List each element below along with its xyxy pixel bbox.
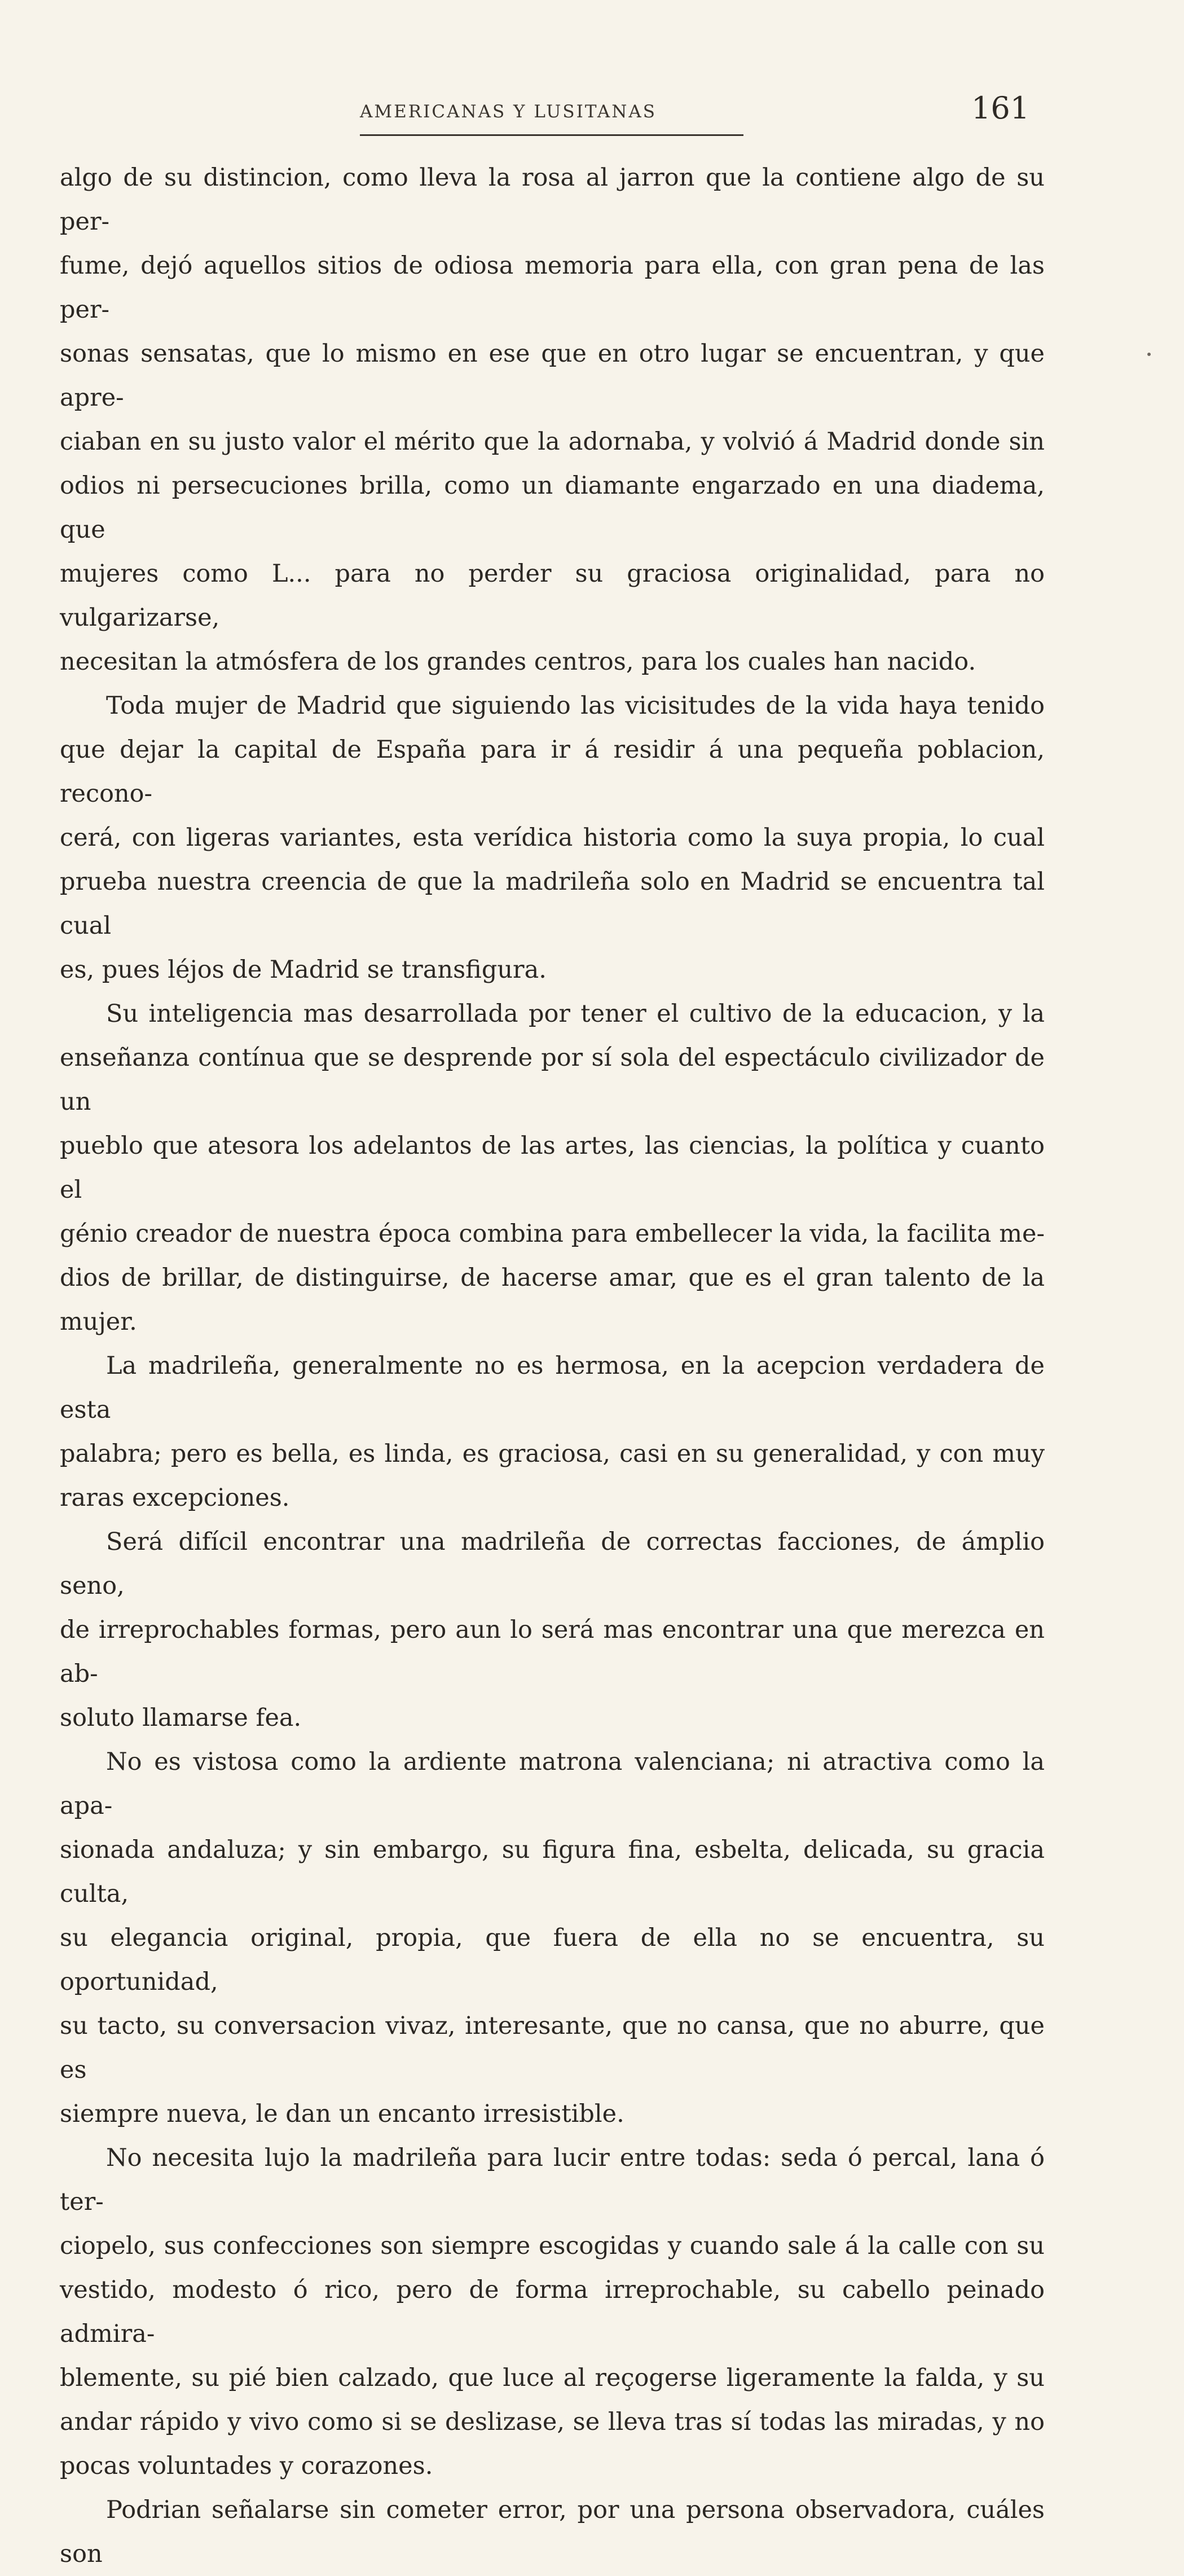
paragraph bbox=[60, 156, 1045, 684]
text-line: blemente, su pié bien calzado, que luce al reçogerse ligeramente la falda, y su bbox=[60, 2364, 1045, 2392]
running-head bbox=[360, 95, 743, 136]
text-line: es, pues léjos de Madrid se transfigura. bbox=[60, 956, 547, 984]
text-line: fume, dejó aquellos sitios de odiosa memoria para ella, con gran pena de las per- bbox=[60, 252, 1045, 324]
text-line: dios de brillar, de distinguirse, de hacerse amar, que es el gran talento de la mujer. bbox=[60, 1264, 1045, 1336]
text-line: enseñanza contínua que se desprende por sí sola del espectáculo civilizador de un bbox=[60, 1044, 1045, 1116]
text-line: de irreprochables formas, pero aun lo será mas encontrar una que merezca en ab- bbox=[60, 1616, 1045, 1688]
paragraph bbox=[60, 1740, 1045, 2136]
text-line: ciaban en su justo valor el mérito que la adornaba, y volvió á Madrid donde sin bbox=[60, 428, 1045, 456]
text-line: La madrileña, generalmente no es hermosa, en la acepcion verdadera de esta bbox=[60, 1352, 1045, 1424]
paragraph bbox=[60, 992, 1045, 1344]
text-line: odios ni persecuciones brilla, como un diamante engarzado en una diadema, que bbox=[60, 472, 1045, 544]
paragraph bbox=[60, 684, 1045, 992]
text-line: su elegancia original, propia, que fuera de ella no se encuentra, su oportunidad, bbox=[60, 1924, 1045, 1996]
text-line: andar rápido y vivo como si se deslizase, se lleva tras sí todas las miradas, y no bbox=[60, 2408, 1045, 2436]
text-line: No necesita lujo la madrileña para lucir entre todas: seda ó percal, lana ó ter- bbox=[60, 2144, 1045, 2216]
text-line: Su inteligencia mas desarrollada por tener el cultivo de la educacion, y la bbox=[106, 1000, 1045, 1028]
text-line: que dejar la capital de España para ir á residir á una pequeña poblacion, recono- bbox=[60, 736, 1045, 808]
text-line: mujeres como L... para no perder su graciosa originalidad, para no vulgarizarse, bbox=[60, 560, 1045, 632]
text-line: No es vistosa como la ardiente matrona valenciana; ni atractiva como la apa- bbox=[60, 1748, 1045, 1820]
text-line: cerá, con ligeras variantes, esta verídica historia como la suya propia, lo cual bbox=[60, 824, 1045, 852]
text-line: prueba nuestra creencia de que la madrileña solo en Madrid se encuentra tal cual bbox=[60, 868, 1045, 940]
text-line: sonas sensatas, que lo mismo en ese que en otro lugar se encuentran, y que apre- bbox=[60, 340, 1045, 412]
text-line: sionada andaluza; y sin embargo, su figura fina, esbelta, delicada, su gracia culta, bbox=[60, 1836, 1045, 1908]
paragraph bbox=[60, 1344, 1045, 1520]
text-line: Será difícil encontrar una madrileña de correctas facciones, de ámplio seno, bbox=[60, 1528, 1045, 1600]
paragraph bbox=[60, 2136, 1045, 2488]
text-line: Podrian señalarse sin cometer error, por una persona observadora, cuáles son bbox=[60, 2496, 1045, 2568]
text-line: necesitan la atmósfera de los grandes centros, para los cuales han nacido. bbox=[60, 648, 976, 676]
text-line: génio creador de nuestra época combina para embellecer la vida, la facilita me- bbox=[60, 1220, 1045, 1248]
page-number: 161 bbox=[971, 90, 1030, 126]
text-line: soluto llamarse fea. bbox=[60, 1704, 302, 1732]
text-line: pocas voluntades y corazones. bbox=[60, 2452, 433, 2480]
text-line: pueblo que atesora los adelantos de las artes, las ciencias, la política y cuanto el bbox=[60, 1132, 1045, 1204]
text-line: algo de su distincion, como lleva la rosa al jarron que la contiene algo de su per- bbox=[60, 164, 1045, 236]
text-line: Toda mujer de Madrid que siguiendo las vicisitudes de la vida haya tenido bbox=[106, 692, 1045, 720]
text-line: siempre nueva, le dan un encanto irresistible. bbox=[60, 2100, 624, 2128]
text-line: vestido, modesto ó rico, pero de forma irreprochable, su cabello peinado admira- bbox=[60, 2276, 1045, 2348]
paragraph bbox=[60, 1520, 1045, 1740]
running-title: AMERICANAS Y LUSITANAS bbox=[360, 102, 657, 122]
paragraph bbox=[60, 2488, 1045, 2576]
text-line: su tacto, su conversacion vivaz, interesante, que no cansa, que no aburre, que es bbox=[60, 2012, 1045, 2084]
text-line: palabra; pero es bella, es linda, es graciosa, casi en su generalidad, y con muy bbox=[60, 1440, 1045, 1468]
ink-speck bbox=[1147, 353, 1151, 356]
text-line: raras excepciones. bbox=[60, 1484, 290, 1512]
body-text bbox=[60, 156, 1045, 2576]
text-line: ciopelo, sus confecciones son siempre escogidas y cuando sale á la calle con su bbox=[60, 2232, 1045, 2260]
